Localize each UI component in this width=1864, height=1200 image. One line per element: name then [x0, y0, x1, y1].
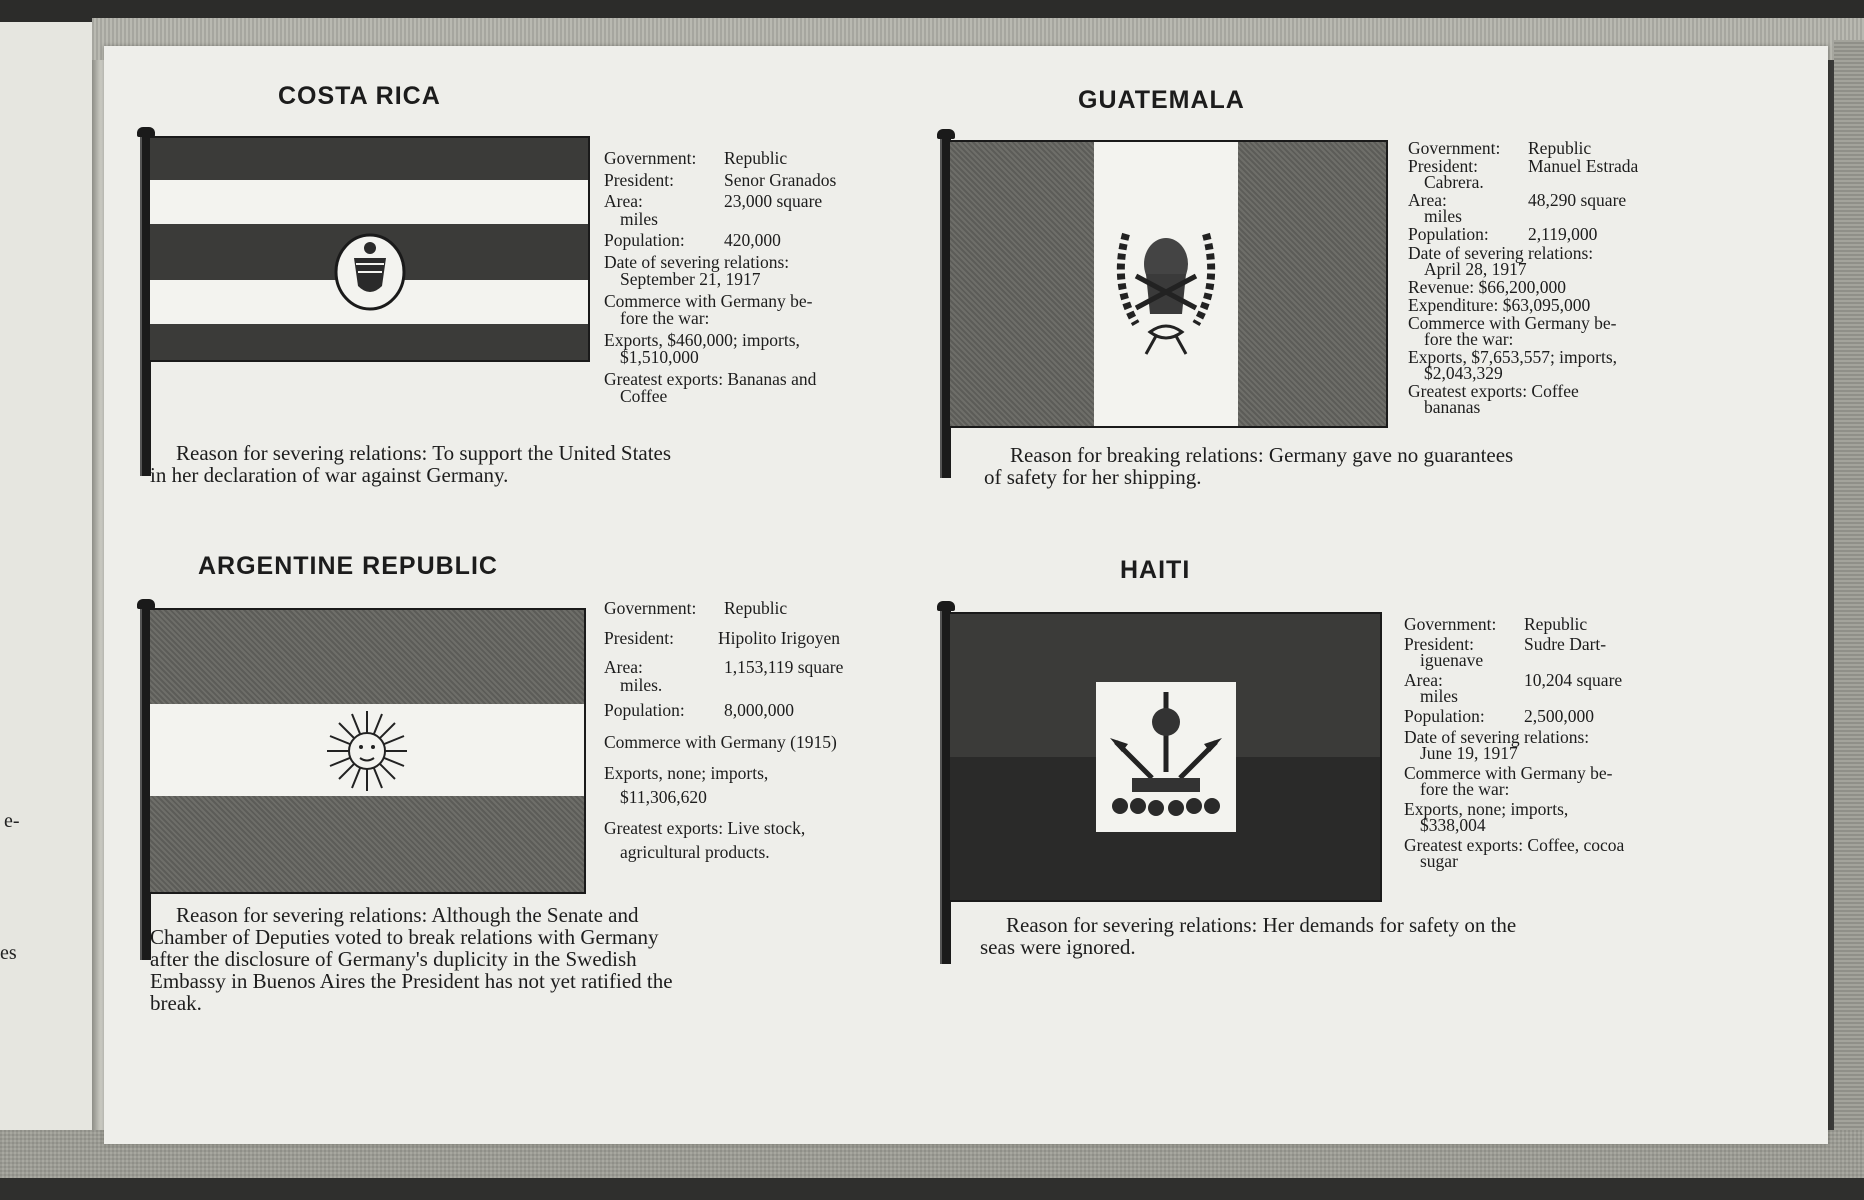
info-continuation: iguenave — [1420, 650, 1484, 671]
info-label: President: — [604, 627, 674, 648]
info-continuation: miles — [620, 208, 658, 229]
info-text: Commerce with Germany be- — [1404, 762, 1613, 783]
reason-line: Reason for breaking relations: Germany gave no guarantees — [1010, 443, 1514, 467]
info-value: Manuel Estrada — [1528, 156, 1639, 177]
reason-line: seas were ignored. — [980, 935, 1136, 960]
country-title: HAITI — [1120, 556, 1191, 584]
info-label: President: — [1404, 634, 1474, 655]
info-label: Area: — [604, 191, 643, 211]
info-text: bananas — [1424, 397, 1481, 418]
info-value: 23,000 square — [724, 191, 823, 211]
book-page — [104, 46, 1828, 1144]
info-label: President: — [1408, 156, 1478, 177]
info-text: fore the war: — [1424, 329, 1514, 350]
info-value: 2,500,000 — [1524, 706, 1594, 727]
info-continuation: miles — [1424, 206, 1462, 227]
info-text: Exports, none; imports, — [604, 763, 769, 783]
reason-line: Reason for severing relations: Although the Senate and — [176, 903, 639, 927]
info-label: Government: — [1408, 138, 1501, 158]
info-text: Exports, none; imports, — [1404, 798, 1569, 819]
guatemala-flag — [948, 140, 1388, 428]
info-label: Area: — [604, 657, 643, 677]
info-text: Commerce with Germany be- — [604, 290, 813, 311]
info-text: Date of severing relations: — [1404, 726, 1590, 747]
info-continuation: miles. — [620, 674, 663, 695]
info-value: Republic — [724, 148, 788, 168]
info-text: fore the war: — [620, 308, 710, 328]
reason-text — [980, 914, 1796, 958]
info-value: 420,000 — [724, 230, 781, 250]
info-text: Date of severing relations: — [604, 251, 790, 272]
left-page-fragment: es — [0, 942, 17, 964]
left-page-edge — [0, 22, 92, 1157]
info-value: Republic — [724, 598, 788, 618]
reason-line: Embassy in Buenos Aires the President has not yet ratified the — [150, 969, 673, 994]
coat-of-arms-icon — [332, 232, 408, 312]
reason-line: of safety for her shipping. — [984, 465, 1202, 490]
info-label: Area: — [1404, 670, 1443, 691]
info-text: agricultural products. — [620, 841, 770, 862]
costa-rica-flag — [148, 136, 590, 362]
info-text: Exports, $7,653,557; imports, — [1408, 347, 1618, 368]
sun-of-may-icon — [322, 706, 412, 796]
info-text: $338,004 — [1420, 815, 1486, 836]
country-title: GUATEMALA — [1078, 86, 1245, 114]
info-value: Hipolito Irigoyen — [718, 627, 840, 648]
info-block — [604, 150, 852, 410]
info-text: April 28, 1917 — [1424, 258, 1527, 279]
info-continuation: miles — [1420, 686, 1458, 707]
reason-text — [150, 904, 850, 1014]
info-value: 2,119,000 — [1528, 224, 1598, 245]
haiti-arms-icon — [1096, 682, 1236, 832]
info-label: Population: — [1404, 706, 1485, 727]
reason-text — [150, 442, 850, 486]
reason-line: break. — [150, 991, 202, 1016]
info-text: Greatest exports: Live stock, — [604, 818, 806, 838]
info-value: 1,153,119 square — [724, 657, 844, 677]
info-text: fore the war: — [1420, 778, 1510, 799]
cloth-border-right — [1834, 40, 1864, 1200]
info-text: $11,306,620 — [620, 786, 707, 807]
info-text: September 21, 1917 — [620, 269, 761, 289]
info-continuation: Cabrera. — [1424, 172, 1484, 193]
coat-of-arms-icon — [1106, 204, 1226, 364]
info-label: Population: — [1408, 224, 1489, 245]
reason-line: Reason for severing relations: Her demands for safety on the — [1006, 913, 1517, 937]
info-text: Revenue: $66,200,000 — [1408, 276, 1566, 297]
info-label: Area: — [1408, 190, 1447, 211]
info-value: 8,000,000 — [724, 700, 794, 720]
info-text: $1,510,000 — [620, 347, 699, 367]
info-text: June 19, 1917 — [1420, 742, 1518, 763]
info-text: Date of severing relations: — [1408, 242, 1594, 263]
info-label: Population: — [604, 230, 685, 250]
info-label: Government: — [604, 148, 697, 168]
info-value: 48,290 square — [1528, 190, 1627, 211]
country-title: ARGENTINE REPUBLIC — [198, 552, 498, 580]
info-block — [604, 600, 864, 865]
reason-line: after the disclosure of Germany's duplicity in the Swedish — [150, 947, 637, 972]
info-value: Senor Granados — [724, 169, 837, 190]
info-label: Government: — [604, 598, 697, 618]
info-text: Expenditure: $63,095,000 — [1408, 294, 1591, 315]
info-text: Greatest exports: Coffee — [1408, 381, 1579, 402]
info-block — [1408, 140, 1808, 418]
reason-text — [984, 444, 1800, 488]
info-value: 10,204 square — [1524, 670, 1623, 691]
country-title: COSTA RICA — [278, 82, 441, 110]
info-text: Commerce with Germany (1915) — [604, 731, 837, 752]
info-value: Sudre Dart- — [1524, 634, 1607, 655]
info-text: Commerce with Germany be- — [1408, 312, 1617, 333]
info-label: Population: — [604, 700, 685, 720]
info-value: Republic — [1528, 138, 1592, 158]
info-label: President: — [604, 169, 674, 190]
info-text: Greatest exports: Bananas and — [604, 368, 817, 389]
info-label: Government: — [1404, 614, 1497, 634]
info-text: sugar — [1420, 851, 1458, 872]
left-page-fragment: e- — [4, 810, 20, 832]
info-value: Republic — [1524, 614, 1588, 634]
haiti-flag — [948, 612, 1382, 902]
reason-line: Chamber of Deputies voted to break relations with Germany — [150, 925, 659, 950]
argentine-flag — [148, 608, 586, 894]
info-text: Coffee — [620, 386, 668, 406]
info-block — [1404, 616, 1804, 873]
info-text: Exports, $460,000; imports, — [604, 329, 800, 350]
info-text: $2,043,329 — [1424, 363, 1503, 384]
reason-line: Reason for severing relations: To support the United States — [176, 441, 672, 465]
info-text: Greatest exports: Coffee, cocoa — [1404, 835, 1625, 856]
reason-line: in her declaration of war against Germany. — [150, 463, 509, 488]
